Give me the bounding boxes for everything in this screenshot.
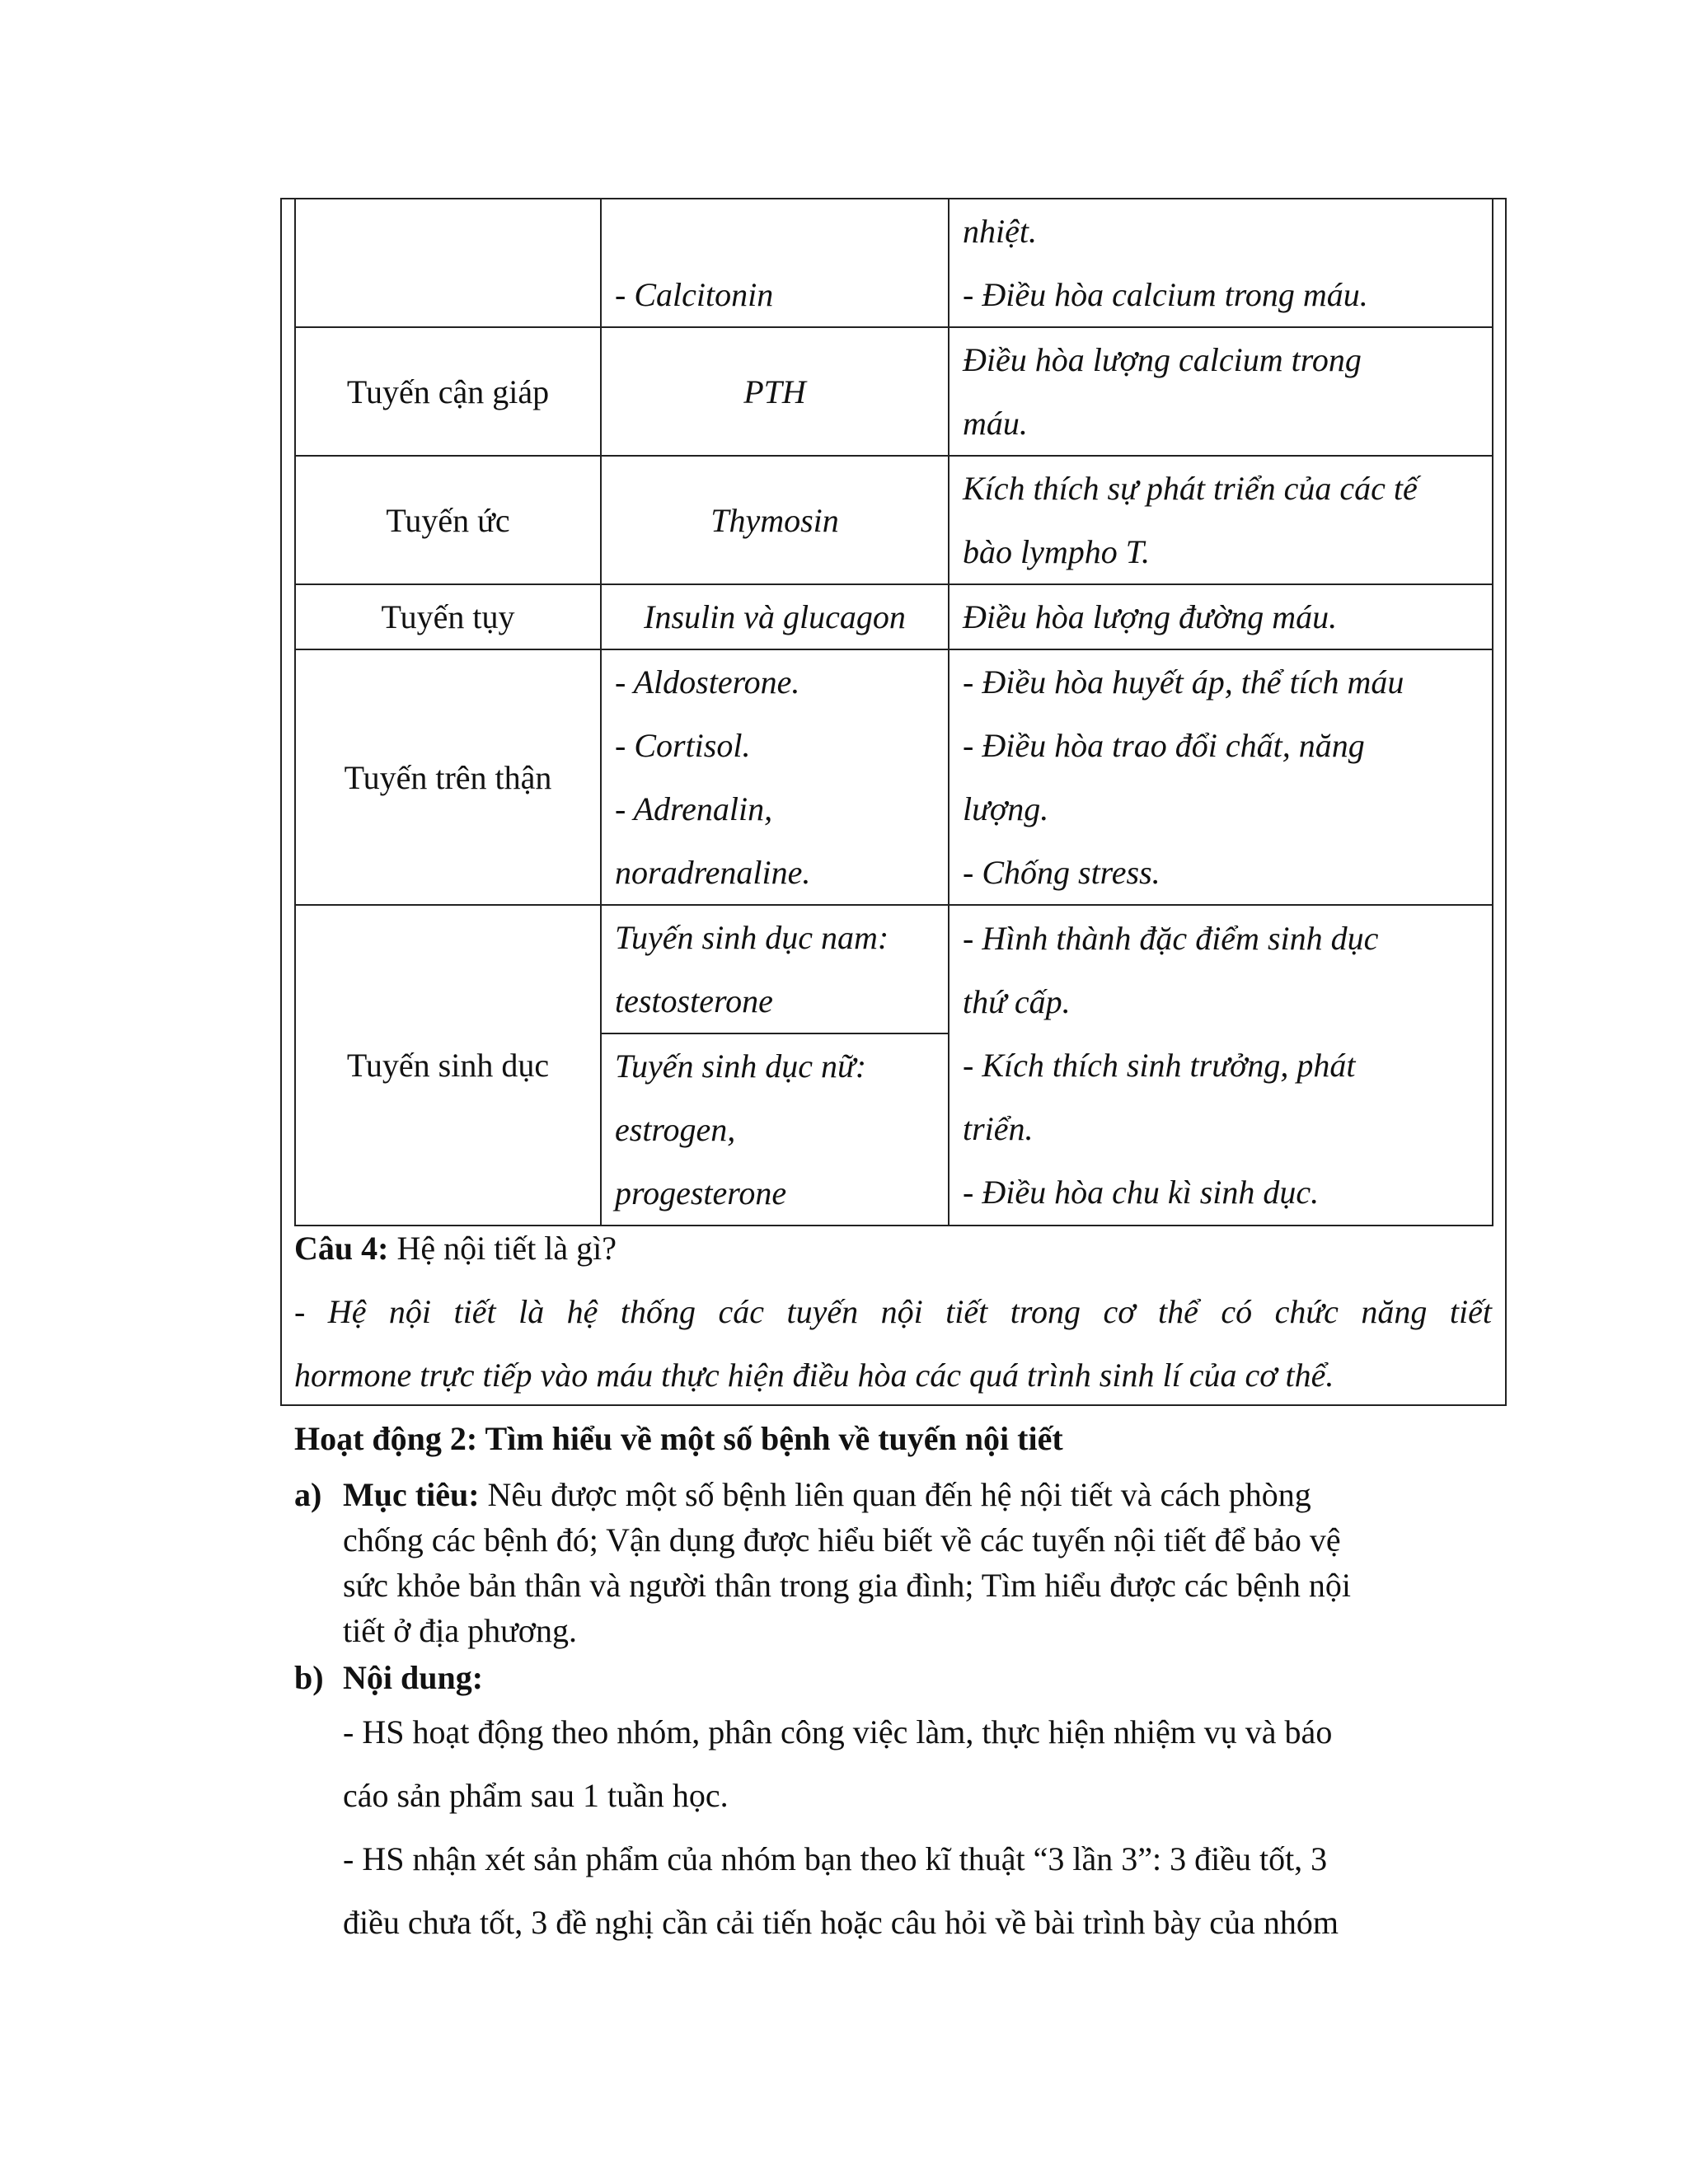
function-cell — [949, 199, 1493, 327]
content-line: - HS hoạt động theo nhóm, phân công việc làm, thực hiện nhiệm vụ và báo — [343, 1713, 1333, 1750]
function-line: nhiệt. — [963, 213, 1037, 250]
hormone-line: - Aldosterone. — [615, 663, 800, 701]
activity-2-heading: Hoạt động 2: Tìm hiểu về một số bệnh về tuyến nội tiết — [294, 1420, 1063, 1457]
hormone-line: Tuyến sinh dục nam: — [615, 919, 889, 956]
function-line: Kích thích sự phát triển của các tế — [963, 470, 1418, 507]
list-marker-b: b) — [294, 1659, 324, 1696]
function-line: - Điều hòa chu kì sinh dục. — [963, 1174, 1320, 1211]
hormone-line: progesterone — [615, 1174, 787, 1212]
hormone-cell: PTH — [601, 327, 949, 456]
function-cell — [949, 456, 1493, 584]
content-line: - HS nhận xét sản phẩm của nhóm bạn theo kĩ thuật “3 lần 3”: 3 điều tốt, 3 — [343, 1840, 1328, 1877]
function-line: lượng. — [963, 790, 1049, 827]
function-cell — [949, 327, 1493, 456]
content-line: cáo sản phẩm sau 1 tuần học. — [343, 1777, 729, 1814]
function-cell — [949, 905, 1493, 1226]
hormone-line: - Cortisol. — [615, 727, 751, 764]
function-line: - Điều hòa calcium trong máu. — [963, 276, 1368, 313]
hormone-line — [615, 199, 935, 263]
function-line: - Điều hòa huyết áp, thể tích máu — [963, 663, 1404, 701]
hormone-line: - Calcitonin — [615, 276, 774, 313]
hormone-line: noradrenaline. — [615, 854, 811, 891]
question-4 — [294, 1216, 1492, 1407]
gland-cell: Tuyến cận giáp — [295, 327, 601, 456]
gland-cell: Tuyến sinh dục — [295, 905, 601, 1226]
list-marker-a: a) — [294, 1476, 322, 1513]
function-cell — [949, 649, 1493, 905]
objective-paragraph — [343, 1472, 1480, 1653]
table-row — [295, 905, 1493, 1033]
table-row — [295, 327, 1493, 456]
table-row — [295, 199, 1493, 327]
objective-text: Nêu được một số bệnh liên quan đến hệ nội tiết và cách phòng — [479, 1476, 1311, 1513]
gland-cell — [295, 199, 601, 327]
function-cell: Điều hòa lượng đường máu. — [949, 584, 1493, 649]
hormone-cell: Thymosin — [601, 456, 949, 584]
gland-cell: Tuyến trên thận — [295, 649, 601, 905]
function-line: - Hình thành đặc điểm sinh dục — [963, 920, 1379, 957]
function-line: - Kích thích sinh trưởng, phát — [963, 1047, 1356, 1084]
objective-line: tiết ở địa phương. — [343, 1612, 577, 1649]
content-title: Nội dung: — [343, 1659, 484, 1696]
function-line: - Điều hòa trao đổi chất, năng — [963, 727, 1365, 764]
objective-line: sức khỏe bản thân và người thân trong gia đình; Tìm hiểu được các bệnh nội — [343, 1567, 1351, 1604]
hormone-line: Tuyến sinh dục nữ: — [615, 1047, 867, 1085]
gland-cell: Tuyến ức — [295, 456, 601, 584]
table-row — [295, 649, 1493, 905]
content-paragraph — [343, 1700, 1480, 1954]
function-line: Điều hòa lượng calcium trong — [963, 341, 1362, 378]
hormone-line: estrogen, — [615, 1111, 736, 1148]
table-row — [295, 456, 1493, 584]
question-4-answer-line: - Hệ nội tiết là hệ thống các tuyến nội tiết trong cơ thể có chức năng tiết — [294, 1293, 1492, 1330]
objective-line: chống các bệnh đó; Vận dụng được hiểu biết về các tuyến nội tiết để bảo vệ — [343, 1521, 1341, 1558]
content-title-line — [343, 1655, 1480, 1700]
question-4-line — [294, 1216, 1492, 1280]
hormone-cell — [601, 649, 949, 905]
hormone-cell: Insulin và glucagon — [601, 584, 949, 649]
objective-line — [343, 1472, 1480, 1517]
hormone-cell — [601, 199, 949, 327]
content-line: điều chưa tốt, 3 đề nghị cần cải tiến hoặc câu hỏi về bài trình bày của nhóm — [343, 1904, 1339, 1941]
question-4-label: Câu 4: — [294, 1230, 389, 1267]
function-line: bào lympho T. — [963, 533, 1151, 570]
hormone-cell-male — [601, 905, 949, 1033]
gland-cell: Tuyến tụy — [295, 584, 601, 649]
function-line: máu. — [963, 405, 1028, 442]
objective-title: Mục tiêu: — [343, 1476, 480, 1513]
question-4-text: Hệ nội tiết là gì? — [388, 1230, 617, 1267]
hormone-line: testosterone — [615, 982, 773, 1019]
function-line: triển. — [963, 1110, 1034, 1147]
table-row — [295, 584, 1493, 649]
function-line: - Chống stress. — [963, 854, 1160, 891]
hormone-line: - Adrenalin, — [615, 790, 773, 827]
function-line: thứ cấp. — [963, 983, 1071, 1020]
question-4-answer-line: hormone trực tiếp vào máu thực hiện điều hòa các quá trình sinh lí của cơ thể. — [294, 1357, 1334, 1394]
hormone-cell-female — [601, 1033, 949, 1226]
endocrine-gland-table — [294, 198, 1493, 1226]
